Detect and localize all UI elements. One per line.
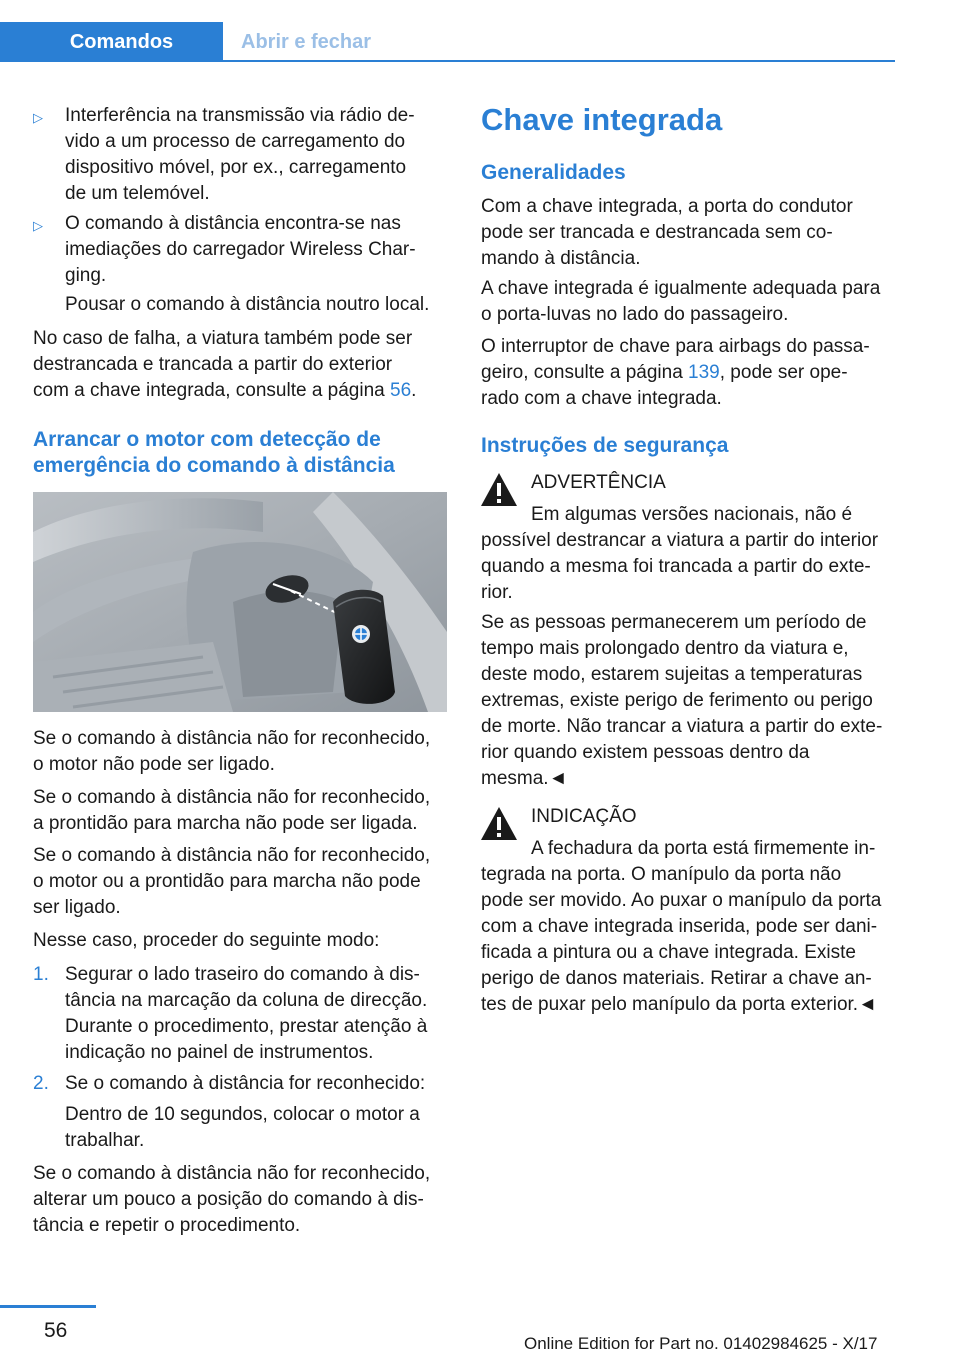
warning-2-line-5: ficada a pintura ou a chave integrada. Existe [481,942,856,963]
gen-3-line-2: geiro, consulte a página 139, pode ser ope- [481,362,848,383]
para-b-line-2: a prontidão para marcha não pode ser ligada. [33,813,418,834]
warning-2-title: INDICAÇÃO [531,806,637,827]
bullet-2-line-1: O comando à distância encontra-se nas [65,213,401,234]
gen-2-line-2: o porta-luvas no lado do passageiro. [481,304,789,325]
header-rule [0,60,895,62]
warning-1-line-1: Em algumas versões nacionais, não é [531,504,853,525]
step-1-line-4: indicação no painel de instrumentos. [65,1042,374,1063]
warning-1-line-4: rior. [481,582,513,603]
para-e-line-3: tância e repetir o procedimento. [33,1215,301,1236]
warning-1-title: ADVERTÊNCIA [531,472,666,493]
step-1-number: 1. [33,964,49,985]
para-b-line-1: Se o comando à distância não for reconhecido, [33,787,431,808]
para-c-line-2: o motor ou a prontidão para marcha não pode [33,871,421,892]
warning-1b-line-7: mesma.◄ [481,768,568,789]
bullet-2-extra: Pousar o comando à distância noutro local. [65,294,430,315]
warning-1-line-3: quando a mesma foi trancada a partir do exte- [481,556,871,577]
step-2-number: 2. [33,1073,49,1094]
para-a-line-1: Se o comando à distância não for reconhecido, [33,728,431,749]
warning-2-line-2: tegrada na porta. O manípulo da porta não [481,864,842,885]
tab-abrir-e-fechar[interactable]: Abrir e fechar [241,30,372,53]
gen-2-line-1: A chave integrada é igualmente adequada para [481,278,881,299]
subheading-seguranca: Instruções de segurança [481,434,729,457]
warning-1b-line-5: de morte. Não trancar a viatura a partir do exte- [481,716,883,737]
para-d: Nesse caso, proceder do seguinte modo: [33,930,380,951]
section-heading-line-1: Arrancar o motor com detecção de [33,428,381,451]
para-c-line-3: ser ligado. [33,897,121,918]
para-e-line-1: Se o comando à distância não for reconhecido, [33,1163,431,1184]
page-link-56[interactable]: 56 [390,380,412,401]
key-fob-steering-column-photo [33,492,447,712]
para-e-line-2: alterar um pouco a posição do comando à dis- [33,1189,424,1210]
gen-3-line-1: O interruptor de chave para airbags do passa- [481,336,870,357]
bullet-1-line-2: vido a um processo de carregamento do [65,131,406,152]
warning-2-line-6: perigo de danos materiais. Retirar a chave an- [481,968,872,989]
para-1-line-2: destrancada e trancada a partir do exterior [33,354,393,375]
warning-triangle-icon [479,804,519,844]
step-2-extra-line-1: Dentro de 10 segundos, colocar o motor a [65,1104,420,1125]
page-header [0,0,960,64]
step-2-line-1: Se o comando à distância for reconhecido: [65,1073,426,1094]
page-link-139[interactable]: 139 [688,362,720,383]
warning-1b-line-6: rior quando existem pessoas dentro da [481,742,810,763]
gen-1-line-2: pode ser trancada e destrancada sem co- [481,222,833,243]
gen-1-line-1: Com a chave integrada, a porta do condutor [481,196,853,217]
warning-triangle-icon [479,470,519,510]
bullet-1-line-4: de um telemóvel. [65,183,210,204]
gen-3-line-3: rado com a chave integrada. [481,388,722,409]
bullet-1-line-3: dispositivo móvel, por ex., carregamento [65,157,407,178]
step-2-extra-line-2: trabalhar. [65,1130,145,1151]
warning-2-line-7: tes de puxar pelo manípulo da porta exterior.◄ [481,994,877,1015]
bullet-2-line-2: imediações do carregador Wireless Char- [65,239,416,260]
bullet-marker: ▷ [33,218,43,233]
warning-1b-line-1: Se as pessoas permanecerem um período de [481,612,867,633]
footer-edition: Online Edition for Part no. 01402984625 - X/17 [524,1334,878,1353]
step-1-line-3: Durante o procedimento, prestar atenção à [65,1016,428,1037]
chapter-title: Chave integrada [481,102,723,137]
tab-comandos[interactable]: Comandos [0,22,223,62]
bullet-1-line-1: Interferência na transmissão via rádio de- [65,105,415,126]
warning-2-line-3: pode ser movido. Ao puxar o manípulo da porta [481,890,882,911]
step-1-line-1: Segurar o lado traseiro do comando à dis- [65,964,420,985]
para-c-line-1: Se o comando à distância não for reconhecido, [33,845,431,866]
para-1-line-1: No caso de falha, a viatura também pode ser [33,328,413,349]
page-number: 56 [44,1319,68,1342]
warning-2-line-1: A fechadura da porta está firmemente in- [531,838,876,859]
section-heading-line-2: emergência do comando à distância [33,454,395,477]
warning-1b-line-4: extremas, existe perigo de ferimento ou perigo [481,690,873,711]
para-1-line-3: com a chave integrada, consulte a página 56. [33,380,417,401]
bullet-2-line-3: ging. [65,265,107,286]
gen-1-line-3: mando à distância. [481,248,641,269]
step-1-line-2: tância na marcação da coluna de direcção. [65,990,428,1011]
warning-2-line-4: com a chave integrada inserida, pode ser dani- [481,916,878,937]
footer-rule [0,1305,96,1308]
subheading-generalidades: Generalidades [481,161,626,184]
para-a-line-2: o motor não pode ser ligado. [33,754,275,775]
warning-1-line-2: possível destrancar a viatura a partir do interior [481,530,879,551]
warning-1b-line-3: deste modo, estarem sujeitas a temperaturas [481,664,863,685]
bullet-marker: ▷ [33,110,43,125]
warning-1b-line-2: tempo mais prolongado dentro da viatura e, [481,638,849,659]
